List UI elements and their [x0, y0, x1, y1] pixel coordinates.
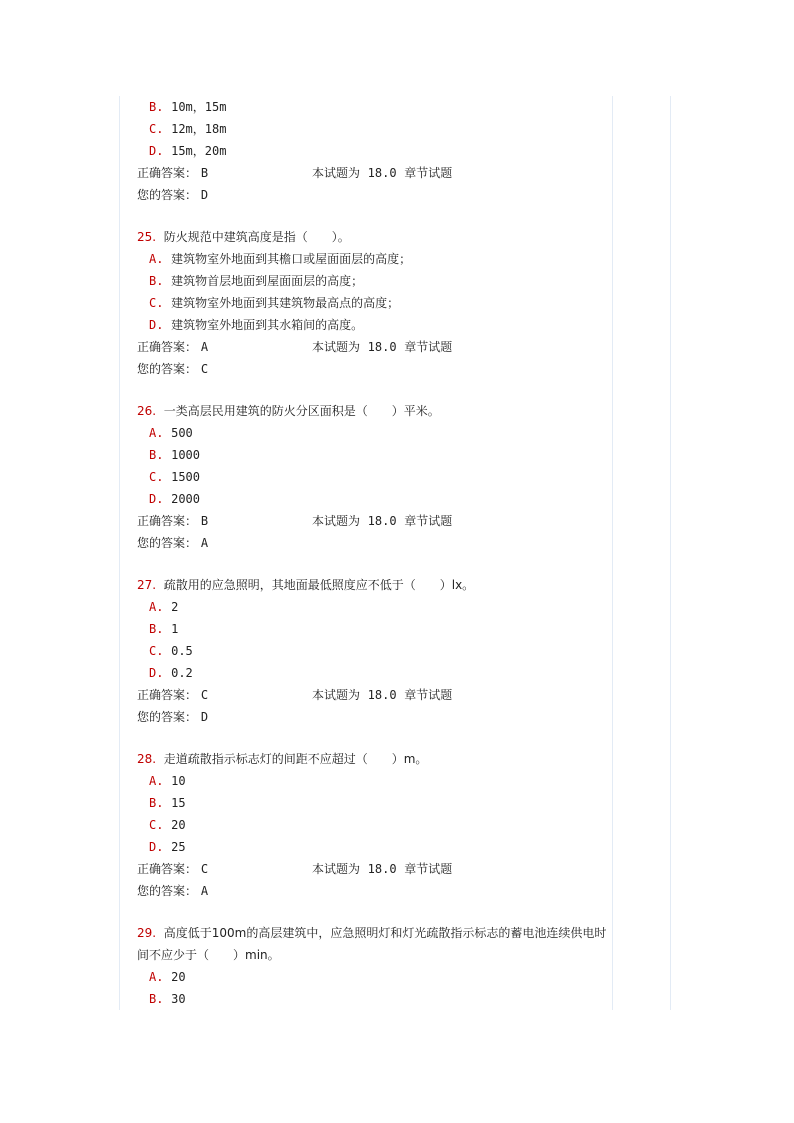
left-border-line — [119, 96, 120, 1010]
option-letter: C. — [149, 296, 164, 310]
option-a — [137, 596, 617, 618]
option-letter: B. — [149, 796, 164, 810]
option-b — [137, 96, 617, 118]
question-title — [137, 748, 617, 770]
option-c — [137, 292, 617, 314]
your-answer-value: A — [200, 884, 209, 898]
option-b — [137, 988, 617, 1010]
question-number: 26. — [137, 404, 157, 418]
option-letter: A. — [149, 600, 164, 614]
option-letter: B. — [149, 274, 164, 288]
correct-answer-value: C — [200, 688, 209, 702]
option-c — [137, 466, 617, 488]
option-d — [137, 662, 617, 684]
correct-answer-label: 正确答案： — [137, 688, 198, 702]
option-d — [137, 140, 617, 162]
option-text: 20 — [171, 970, 186, 984]
option-letter: B. — [149, 448, 164, 462]
score-prefix: 本试题为 — [312, 340, 361, 354]
question-title — [137, 574, 617, 596]
option-letter: A. — [149, 252, 164, 266]
option-text: 25 — [171, 840, 186, 854]
option-a — [137, 248, 617, 270]
option-letter: C. — [149, 818, 164, 832]
option-c — [137, 640, 617, 662]
your-answer-row — [137, 880, 617, 902]
your-answer-label: 您的答案： — [137, 362, 198, 376]
option-text: 建筑物室外地面到其檐口或屋面面层的高度； — [171, 252, 412, 266]
option-text: 10m，15m — [171, 100, 227, 114]
option-text: 1 — [171, 622, 179, 636]
your-answer-row — [137, 358, 617, 380]
correct-answer-label: 正确答案： — [137, 514, 198, 528]
option-letter: D. — [149, 144, 164, 158]
answer-row — [137, 510, 617, 532]
option-text: 15 — [171, 796, 186, 810]
option-text: 20 — [171, 818, 186, 832]
option-letter: D. — [149, 840, 164, 854]
option-text: 2000 — [171, 492, 200, 506]
correct-answer-label: 正确答案： — [137, 862, 198, 876]
question-title — [137, 400, 617, 422]
option-letter: B. — [149, 100, 164, 114]
score-value: 18.0 — [367, 166, 397, 180]
question-number: 27. — [137, 578, 157, 592]
option-letter: D. — [149, 492, 164, 506]
question-number: 25. — [137, 230, 157, 244]
answer-row — [137, 162, 617, 184]
your-answer-label: 您的答案： — [137, 710, 198, 724]
your-answer-row — [137, 184, 617, 206]
option-letter: D. — [149, 318, 164, 332]
outer-right-border-line — [670, 96, 671, 1010]
your-answer-value: C — [200, 362, 209, 376]
option-b — [137, 618, 617, 640]
correct-answer-value: A — [200, 340, 209, 354]
score-value: 18.0 — [367, 514, 397, 528]
your-answer-label: 您的答案： — [137, 884, 198, 898]
answer-row — [137, 684, 617, 706]
your-answer-label: 您的答案： — [137, 536, 198, 550]
question-26 — [137, 400, 617, 554]
your-answer-row — [137, 706, 617, 728]
question-text: 疏散用的应急照明，其地面最低照度应不低于（ ）lx。 — [163, 578, 475, 592]
question-number: 29. — [137, 926, 157, 940]
score-prefix: 本试题为 — [312, 166, 361, 180]
option-letter: A. — [149, 774, 164, 788]
option-a — [137, 966, 617, 988]
score-prefix: 本试题为 — [312, 514, 361, 528]
section-label: 章节试题 — [404, 340, 453, 354]
score-value: 18.0 — [367, 340, 397, 354]
option-letter: C. — [149, 122, 164, 136]
question-title — [137, 922, 617, 966]
option-c — [137, 118, 617, 140]
option-text: 10 — [171, 774, 186, 788]
option-text: 15m，20m — [171, 144, 227, 158]
question-partial — [137, 96, 617, 206]
score-prefix: 本试题为 — [312, 688, 361, 702]
question-title — [137, 226, 617, 248]
option-text: 1500 — [171, 470, 200, 484]
correct-answer-label: 正确答案： — [137, 166, 198, 180]
your-answer-value: A — [200, 536, 209, 550]
correct-answer-value: B — [200, 166, 209, 180]
option-letter: A. — [149, 426, 164, 440]
correct-answer-value: C — [200, 862, 209, 876]
option-letter: A. — [149, 970, 164, 984]
option-c — [137, 814, 617, 836]
your-answer-value: D — [200, 188, 209, 202]
option-d — [137, 314, 617, 336]
section-label: 章节试题 — [404, 862, 453, 876]
option-text: 建筑物室外地面到其建筑物最高点的高度； — [171, 296, 400, 310]
question-text: 高度低于100m的高层建筑中，应急照明灯和灯光疏散指示标志的蓄电池连续供电时间不应少于（ ）min。 — [137, 926, 607, 962]
question-text: 走道疏散指示标志灯的间距不应超过（ ）m。 — [163, 752, 428, 766]
option-text: 1000 — [171, 448, 200, 462]
section-label: 章节试题 — [404, 166, 453, 180]
your-answer-row — [137, 532, 617, 554]
question-number: 28. — [137, 752, 157, 766]
option-text: 12m，18m — [171, 122, 227, 136]
question-25 — [137, 226, 617, 380]
answer-row — [137, 336, 617, 358]
correct-answer-value: B — [200, 514, 209, 528]
option-letter: B. — [149, 622, 164, 636]
your-answer-label: 您的答案： — [137, 188, 198, 202]
option-b — [137, 792, 617, 814]
your-answer-value: D — [200, 710, 209, 724]
option-text: 2 — [171, 600, 179, 614]
option-text: 建筑物首层地面到屋面面层的高度； — [171, 274, 364, 288]
option-letter: C. — [149, 470, 164, 484]
question-29 — [137, 922, 617, 1010]
question-text: 一类高层民用建筑的防火分区面积是（ ）平米。 — [163, 404, 440, 418]
option-text: 30 — [171, 992, 186, 1006]
option-text: 0.2 — [171, 666, 193, 680]
option-letter: B. — [149, 992, 164, 1006]
option-d — [137, 488, 617, 510]
option-b — [137, 270, 617, 292]
score-value: 18.0 — [367, 688, 397, 702]
score-value: 18.0 — [367, 862, 397, 876]
question-28 — [137, 748, 617, 902]
option-text: 0.5 — [171, 644, 193, 658]
option-text: 建筑物室外地面到其水箱间的高度。 — [171, 318, 364, 332]
option-letter: D. — [149, 666, 164, 680]
section-label: 章节试题 — [404, 514, 453, 528]
quiz-results — [137, 96, 617, 1010]
score-prefix: 本试题为 — [312, 862, 361, 876]
answer-row — [137, 858, 617, 880]
question-27 — [137, 574, 617, 728]
option-letter: C. — [149, 644, 164, 658]
correct-answer-label: 正确答案： — [137, 340, 198, 354]
option-d — [137, 836, 617, 858]
question-text: 防火规范中建筑高度是指（ ）。 — [163, 230, 350, 244]
option-a — [137, 422, 617, 444]
section-label: 章节试题 — [404, 688, 453, 702]
option-text: 500 — [171, 426, 193, 440]
option-a — [137, 770, 617, 792]
option-b — [137, 444, 617, 466]
